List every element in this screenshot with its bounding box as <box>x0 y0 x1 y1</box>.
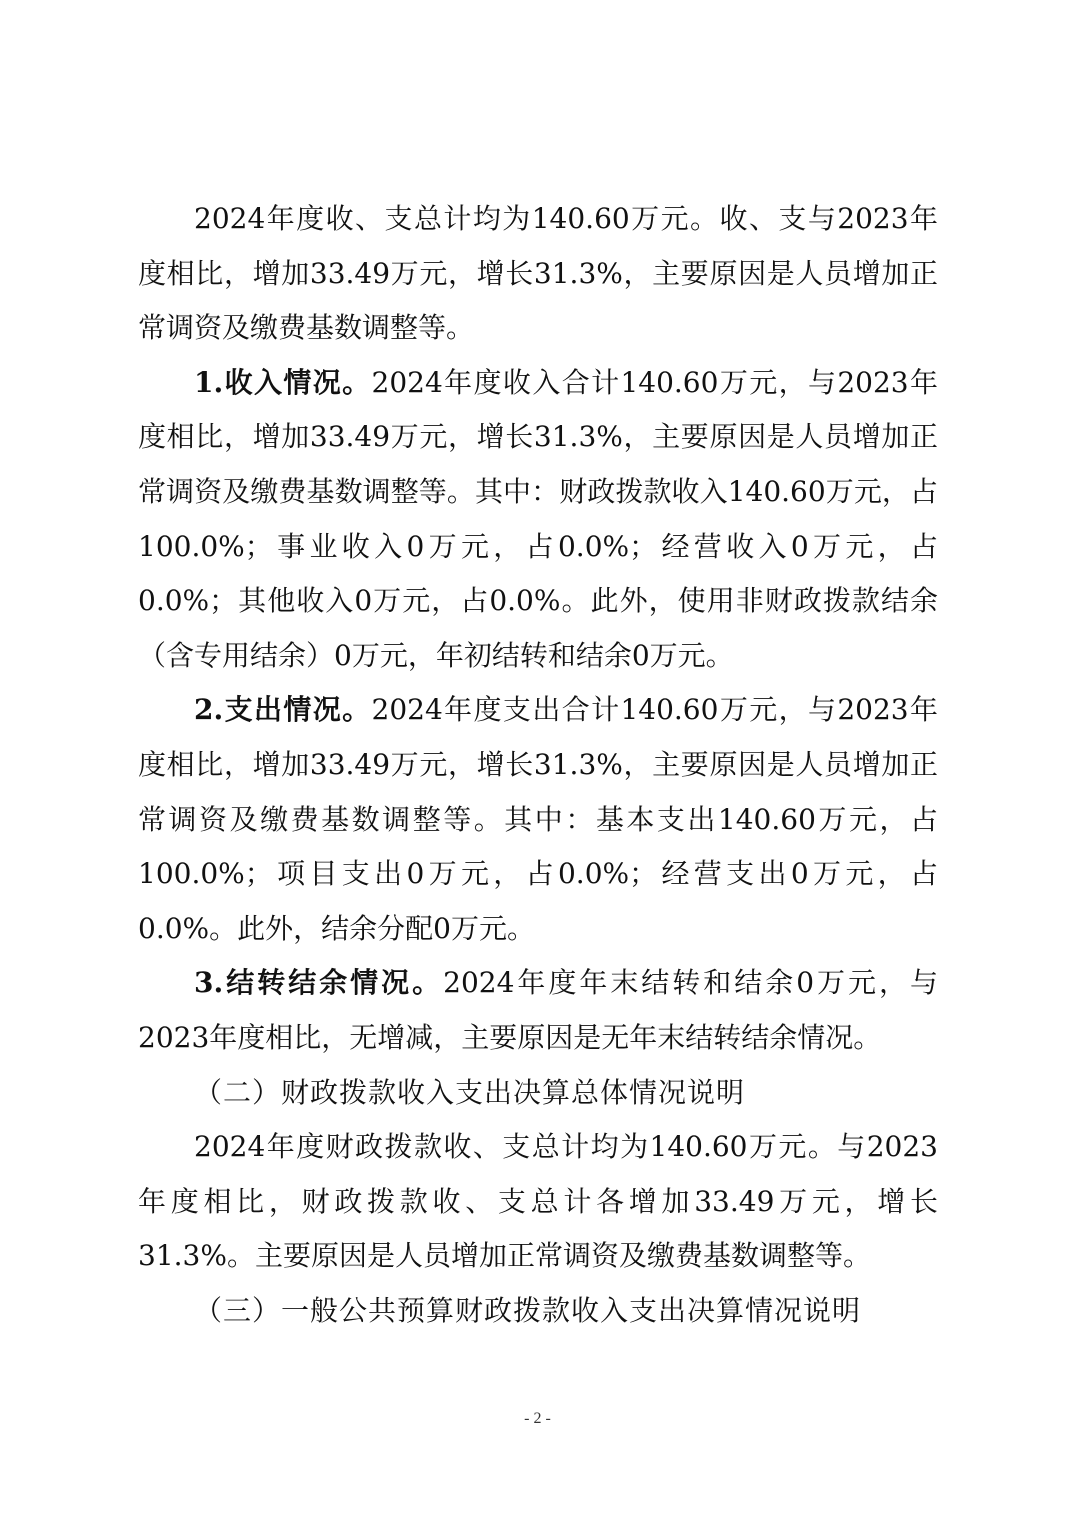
page-number: - 2 - <box>524 1410 551 1427</box>
section-heading-2: （二）财政拨款收入支出决算总体情况说明 <box>194 1075 746 1109</box>
income-paragraph <box>138 356 938 684</box>
income-text: 2024年度收入合计140.60万元，与2023年度相比，增加33.49万元，增长31.3%，主要原因是人员增加正常调资及缴费基数调整等。其中：财政拨款收入140.60万元，占100.0%；事业收入0万元，占0.0%；经营收入0万元，占0.0%；其他收入0万元，占0.0%。此外，使用非财政拨款结余（含专用结余）0万元，年初结转和结余0万元。 <box>138 365 938 672</box>
income-heading: 1.收入情况。 <box>194 365 372 399</box>
carryover-paragraph <box>138 956 938 1065</box>
page-body <box>138 192 938 1338</box>
summary-paragraph <box>138 192 938 356</box>
expenditure-text: 2024年度支出合计140.60万元，与2023年度相比，增加33.49万元，增长31.3%，主要原因是人员增加正常调资及缴费基数调整等。其中：基本支出140.60万元，占100.0%；项目支出0万元，占0.0%；经营支出0万元，占0.0%。此外，结余分配0万元。 <box>138 693 938 945</box>
summary-text: 2024年度收、支总计均为140.60万元。收、支与2023年度相比，增加33.49万元，增长31.3%，主要原因是人员增加正常调资及缴费基数调整等。 <box>138 202 938 345</box>
section-heading-3: （三）一般公共预算财政拨款收入支出决算情况说明 <box>194 1293 862 1327</box>
expenditure-heading: 2.支出情况。 <box>194 693 372 727</box>
carryover-text: 2024年度年末结转和结余0万元，与2023年度相比，无增减，主要原因是无年末结转结余情况。 <box>138 966 938 1054</box>
carryover-heading: 3.结转结余情况。 <box>194 966 444 1000</box>
fiscal-appropriation-text: 2024年度财政拨款收、支总计均为140.60万元。与2023年度相比，财政拨款收、支总计各增加33.49万元，增长31.3%。主要原因是人员增加正常调资及缴费基数调整等。 <box>138 1130 938 1273</box>
expenditure-paragraph <box>138 683 938 956</box>
fiscal-appropriation-paragraph <box>138 1120 938 1284</box>
